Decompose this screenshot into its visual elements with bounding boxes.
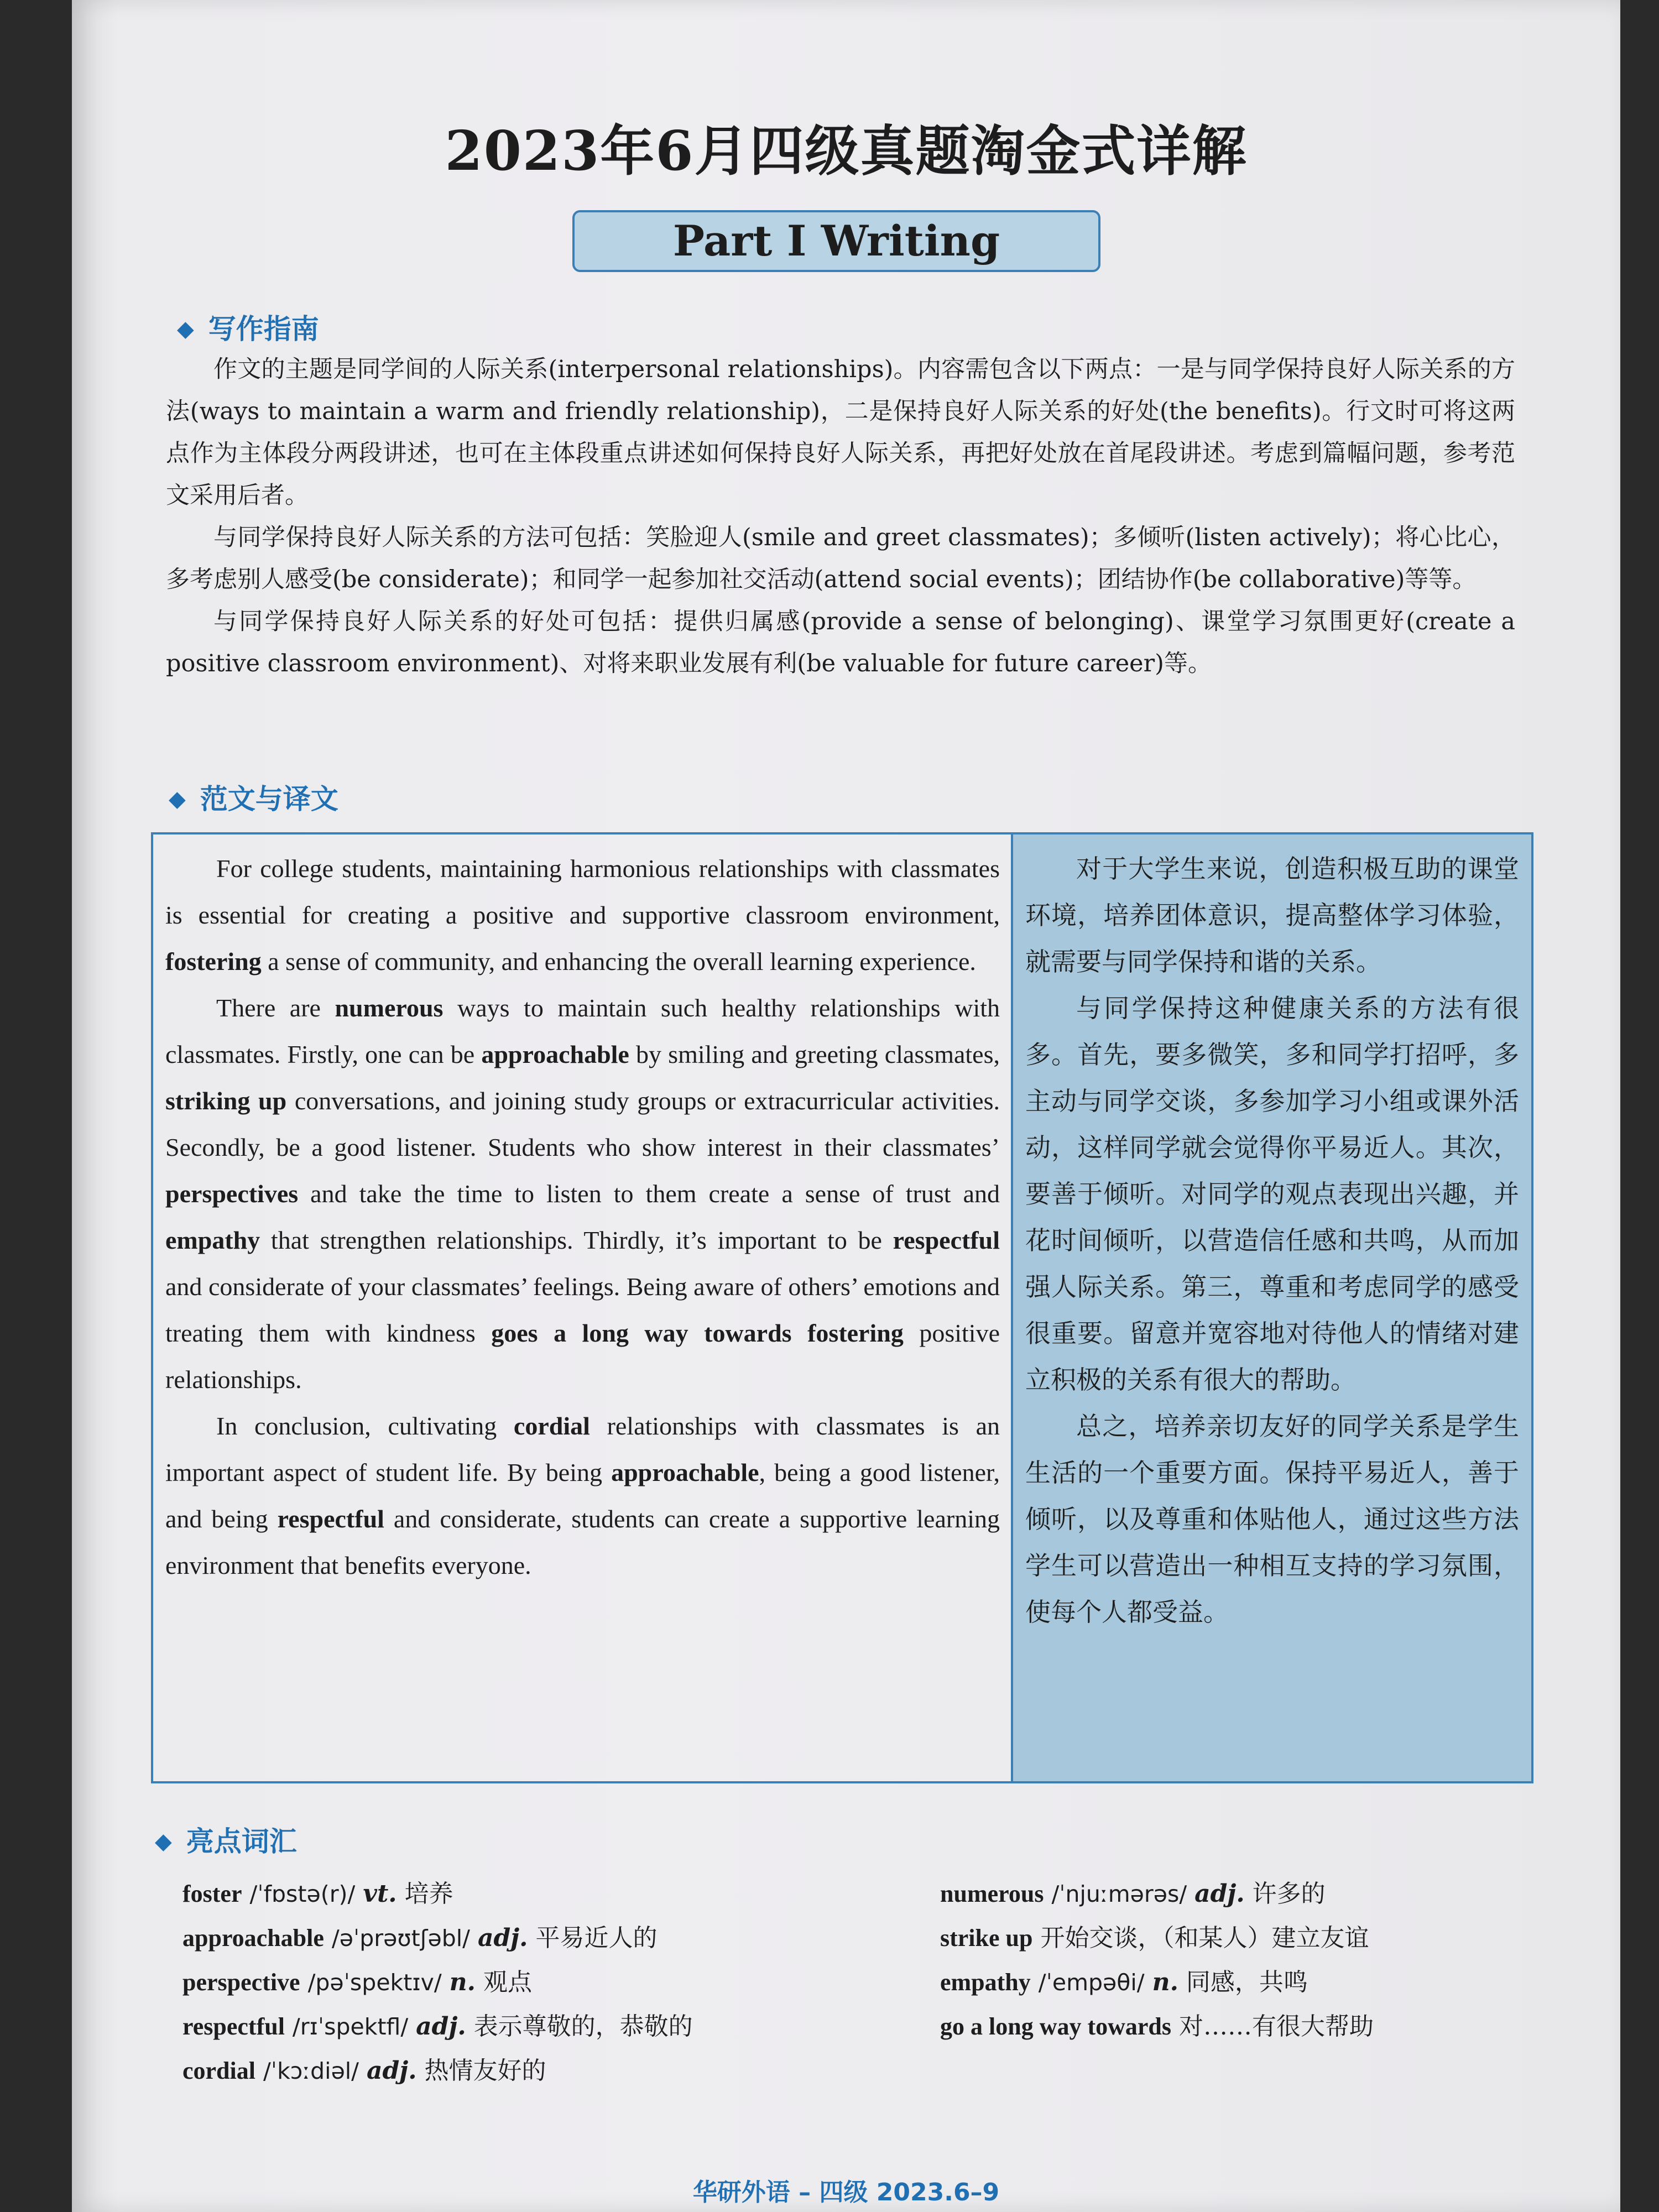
vocab-word: foster: [182, 1880, 242, 1907]
diamond-bullet-icon: ◆: [177, 316, 194, 342]
highlight-word: respectful: [277, 1505, 384, 1533]
book-page: [72, 0, 1620, 2212]
highlight-word: fostering: [807, 1319, 904, 1347]
essay-heading-text: 范文与译文: [200, 783, 338, 815]
guide-paragraph: 作文的主题是同学间的人际关系(interpersonal relationships)。内容需包含以下两点：一是与同学保持良好人际关系的方法(ways to maintain a warm and friendly relationship)，二是保持良好人际关系的好处(the benefits)。行文时可将这两点作为主体段分两段讲述，也可在主体段重点讲述如何保持良好人际关系，再把好处放在首尾段讲述。考虑到篇幅问题，参考范文采用后者。: [166, 356, 1515, 509]
vocab-ipa: /ˈfɒstə(r)/: [249, 1881, 356, 1907]
guide-heading: [177, 307, 319, 347]
diamond-bullet-icon: ◆: [155, 1829, 172, 1854]
vocab-meaning: 观点: [483, 1968, 532, 1996]
vocab-meaning: 热情友好的: [424, 2057, 546, 2085]
vocab-pos: n.: [449, 1968, 476, 1996]
highlight-word: empathy: [165, 1226, 260, 1254]
vocab-word: strike up: [940, 1924, 1033, 1952]
essay-zh-paragraph: 总之，培养亲切友好的同学关系是学生生活的一个重要方面。保持平易近人，善于倾听，以及尊重和体贴他人，通过这些方法学生可以营造出一种相互支持的学习氛围，使每个人都受益。: [1025, 1411, 1519, 1627]
highlight-word: approachable: [481, 1040, 629, 1068]
essay-en-paragraph: In conclusion, cultivating cordial relationships with classmates is an important aspect of student life. By being approachable, being a good listener, and being respectful and considerate, students can create a supportive learning environment that benefits everyone.: [165, 1412, 1000, 1579]
vocab-ipa: /pəˈspektɪv/: [307, 1969, 442, 1996]
highlight-word: approachable: [611, 1458, 759, 1486]
vocab-heading: [155, 1819, 297, 1859]
writing-guide: [166, 348, 1515, 685]
vocab-pos: n.: [1152, 1968, 1178, 1996]
vocab-pos: vt.: [363, 1880, 397, 1908]
vocab-item: [182, 2005, 693, 2049]
vocab-ipa: /ˈnjuːmərəs/: [1051, 1881, 1187, 1907]
vocab-word: perspective: [182, 1969, 300, 1996]
vocab-ipa: /rɪˈspektfl/: [292, 2013, 409, 2040]
vocab-item: [182, 1916, 693, 1960]
essay-en-paragraph: For college students, maintaining harmonious relationships with classmates is essential for creating a positive and supportive classroom environment, fostering a sense of community, and enhancing the overall learning experience.: [165, 854, 1000, 975]
vocab-ipa: /ˈkɔːdiəl/: [263, 2058, 359, 2084]
vocab-word: empathy: [940, 1969, 1031, 1996]
highlight-word: goes a long way towards: [491, 1319, 792, 1347]
vocab-word: go a long way towards: [940, 2013, 1172, 2040]
vocab-meaning: 培养: [404, 1880, 453, 1908]
vocab-pos: adj.: [367, 2057, 417, 2085]
highlight-word: numerous: [335, 994, 444, 1022]
essay-heading: [169, 777, 338, 817]
highlight-word: perspectives: [165, 1180, 299, 1208]
highlight-word: striking up: [165, 1087, 287, 1115]
essay-english-column: [153, 834, 1013, 1781]
vocab-item: [940, 2005, 1374, 2049]
page-footer: 华研外语 – 四级 2023.6–9: [692, 2178, 1000, 2206]
vocab-meaning: 对……有很大帮助: [1179, 2012, 1374, 2041]
essay-en-paragraph: There are numerous ways to maintain such healthy relationships with classmates. Firstly, one can be approachable by smiling and greeting classmates, striking up conversations, and joining study groups or extracurricular activities. Secondly, be a good listener. Students who show interest in their classmates’ perspectives and take the time to listen to them create a sense of trust and empathy that strengthen relationships. Thirdly, it’s important to be respectful and considerate of your classmates’ feelings. Being aware of others’ emotions and treating them with kindness goes a long way towards fostering positive relationships.: [165, 994, 1000, 1394]
vocab-word: approachable: [182, 1924, 324, 1952]
vocab-meaning: 开始交谈，（和某人）建立友谊: [1040, 1924, 1369, 1952]
page-title: 2023年6月四级真题淘金式详解: [445, 119, 1248, 183]
highlight-word: respectful: [893, 1226, 1000, 1254]
vocab-item: [940, 1872, 1374, 1916]
vocab-list-left: [182, 1872, 693, 2093]
vocab-item: [940, 1916, 1374, 1960]
vocab-word: respectful: [182, 2013, 285, 2040]
highlight-word: fostering: [165, 947, 262, 975]
vocab-pos: adj.: [416, 2012, 466, 2041]
essay-zh-paragraph: 与同学保持这种健康关系的方法有很多。首先，要多微笑，多和同学打招呼，多主动与同学交谈，多参加学习小组或课外活动，这样同学就会觉得你平易近人。其次，要善于倾听。对同学的观点表现出兴趣，并花时间倾听，以营造信任感和共鸣，从而加强人际关系。第三，尊重和考虑同学的感受很重要。留意并宽容地对待他人的情绪对建立积极的关系有很大的帮助。: [1025, 993, 1519, 1395]
essay-zh-paragraph: 对于大学生来说，创造积极互助的课堂环境，培养团体意识，提高整体学习体验，就需要与同学保持和谐的关系。: [1025, 854, 1519, 977]
essay-table: [151, 832, 1533, 1783]
vocab-item: [182, 1872, 693, 1916]
diamond-bullet-icon: ◆: [169, 786, 186, 812]
vocab-heading-text: 亮点词汇: [186, 1825, 297, 1858]
vocab-word: numerous: [940, 1880, 1044, 1907]
vocab-item: [182, 1960, 693, 2005]
vocab-pos: adj.: [1194, 1880, 1245, 1908]
essay-chinese-column: [1013, 834, 1531, 1781]
vocab-ipa: /əˈprəʊtʃəbl/: [331, 1925, 470, 1952]
vocab-meaning: 平易近人的: [535, 1924, 658, 1952]
guide-paragraph: 与同学保持良好人际关系的方法可包括：笑脸迎人(smile and greet classmates)；多倾听(listen actively)；将心比心，多考虑别人感受(be considerate)；和同学一起参加社交活动(attend social events)；团结协作(be collaborative)等等。: [166, 524, 1515, 593]
vocab-list-right: [940, 1872, 1374, 2049]
vocab-meaning: 同感，共鸣: [1186, 1968, 1308, 1996]
vocab-word: cordial: [182, 2057, 255, 2084]
highlight-word: cordial: [513, 1412, 590, 1440]
vocab-meaning: 许多的: [1252, 1880, 1326, 1908]
part-title-box: Part I Writing: [572, 210, 1100, 272]
vocab-ipa: /ˈempəθi/: [1038, 1969, 1145, 1996]
guide-heading-text: 写作指南: [208, 313, 319, 345]
vocab-item: [182, 2049, 693, 2093]
vocab-meaning: 表示尊敬的，恭敬的: [473, 2012, 693, 2041]
guide-paragraph: 与同学保持良好人际关系的好处可包括：提供归属感(provide a sense of belonging)、课堂学习氛围更好(create a positive classroom environment)、对将来职业发展有利(be valuable for future career)等。: [166, 608, 1515, 677]
vocab-pos: adj.: [477, 1924, 528, 1952]
vocab-item: [940, 1960, 1374, 2005]
